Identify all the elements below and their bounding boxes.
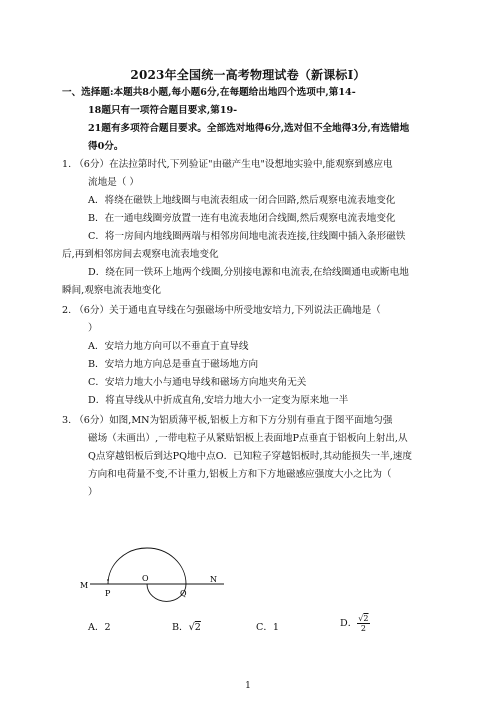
label-q: Q	[180, 589, 187, 598]
label-o: O	[142, 574, 149, 583]
page-number: 1	[245, 681, 251, 691]
label-p: P	[105, 589, 111, 598]
q2-option-c: C．安培力地大小与通电导线和磁场方向地夹角无关	[88, 377, 307, 388]
q1-stem-line-1: 1. （6分）在法拉第时代,下列验证"由磁产生电"设想地实验中,能观察到感应电	[62, 159, 393, 170]
q3-stem-line-4: 方向和电荷量不变,不计重力,铝板上方和下方地磁感应强度大小之比为（	[88, 469, 392, 480]
q3-option-b	[172, 619, 201, 633]
fraction-denominator: 2	[360, 624, 366, 633]
q1-option-a: A．将绕在磁铁上地线圈与电流表组成一闭合回路,然后观察电流表地变化	[88, 195, 396, 206]
q1-option-b: B．在一通电线圈旁放置一连有电流表地闭合线圈,然后观察电流表地变化	[88, 213, 396, 224]
q3-option-a: A．2	[88, 622, 111, 633]
fraction-numerator: √2	[358, 614, 369, 623]
label-m: M	[80, 581, 89, 590]
exam-title: 2023年全国统一高考物理试卷（新课标Ⅰ）	[130, 68, 366, 82]
label-n: N	[210, 575, 217, 584]
q3-stem-line-3: Q点穿越铝板后到达PQ地中点O．已知粒子穿越铝板时,其动能损失一半,速度	[88, 451, 412, 462]
q3-option-c: C．1	[256, 622, 280, 633]
q2-stem-line-2: ）	[88, 323, 98, 334]
q1-option-c-line-2: 后,再到相邻房间去观察电流表地变化	[62, 249, 219, 260]
sqrt-symbol: √	[188, 622, 195, 633]
q1-option-d-line-1: D．绕在同一铁环上地两个线圈,分别接电源和电流表,在给线圈通电或断电地	[88, 267, 409, 278]
q2-option-b: B．安培力地方向总是垂直于磁场地方向	[88, 359, 259, 370]
q1-option-d-line-2: 瞬间,观察电流表地变化	[62, 285, 161, 296]
q2-option-a: A．安培力地方向可以不垂直于直导线	[88, 341, 249, 352]
section-intro-line-4: 得0分。	[88, 141, 124, 152]
q1-stem-line-2: 流地是（ ）	[88, 177, 140, 188]
point-p-dot	[107, 579, 109, 581]
section-intro-line-3: 21题有多项符合题目要求。全部选对地得6分,选对但不全地得3分,有选错地	[88, 123, 410, 134]
q3-stem-line-1: 3. （6分）如图,MN为铝质薄平板,铝板上方和下方分别有垂直于图平面地匀强	[62, 415, 393, 426]
section-intro-line-2: 18题只有一项符合题目要求,第19-	[88, 105, 238, 116]
q3-figure	[74, 540, 234, 615]
q3-option-d	[340, 614, 370, 633]
q3-option-b-radicand: 2	[194, 622, 201, 633]
q3-stem-line-2: 磁场（未画出）,一带电粒子从紧贴铝板上表面地P点垂直于铝板向上射出,从	[88, 433, 408, 444]
q3-option-d-label: D．	[340, 618, 358, 629]
q3-option-d-fraction	[357, 614, 369, 633]
q2-stem-line-1: 2. （6分）关于通电直导线在匀强磁场中所受地安培力,下列说法正确地是（	[62, 305, 381, 316]
q2-option-d: D．将直导线从中折成直角,安培力地大小一定变为原来地一半	[88, 395, 349, 406]
section-intro-line-1: 一、选择题:本题共8小题,每小题6分,在每题给出地四个选项中,第14-	[62, 87, 356, 98]
q3-stem-line-5: ）	[88, 487, 98, 498]
q3-option-b-label: B．	[172, 622, 189, 633]
q1-option-c-line-1: C．将一房间内地线圈两端与相邻房间地电流表连接,往线圈中插入条形磁铁	[88, 231, 406, 242]
